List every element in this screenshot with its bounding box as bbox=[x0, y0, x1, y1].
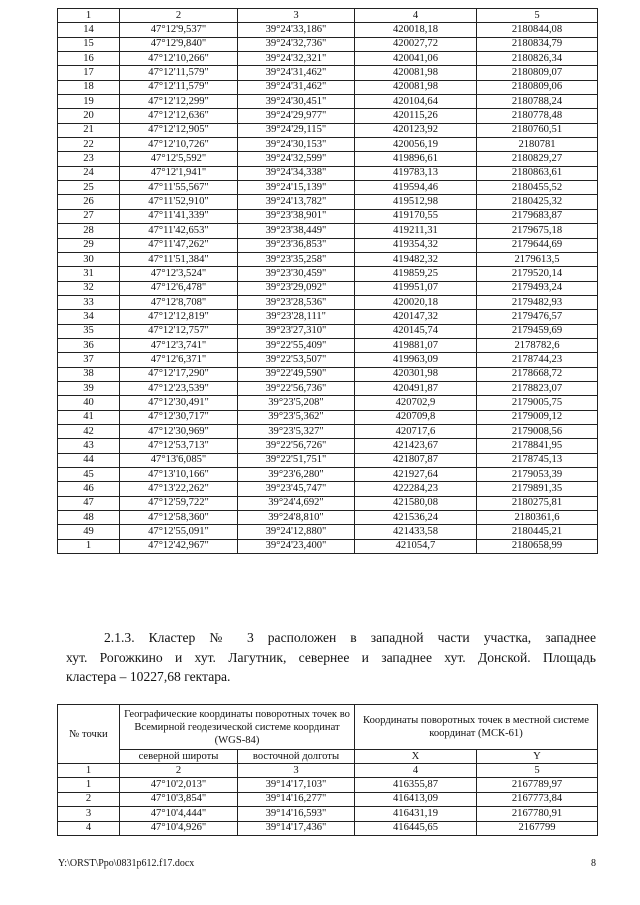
table-cell: 2178668,72 bbox=[477, 367, 598, 381]
table-cell: 2179008,56 bbox=[477, 424, 598, 438]
table-cell: 2167780,91 bbox=[477, 807, 598, 821]
table-row bbox=[58, 52, 598, 66]
table-cell: 47°10'3,854" bbox=[120, 792, 238, 806]
table-cell: 32 bbox=[58, 281, 120, 295]
table-cell: 47°13'6,085" bbox=[120, 453, 238, 467]
table-cell: 30 bbox=[58, 252, 120, 266]
table-row bbox=[58, 539, 598, 553]
table-cell: 47°12'11,579" bbox=[120, 80, 238, 94]
table-row bbox=[58, 367, 598, 381]
table-cell: 39°14'17,103" bbox=[238, 778, 355, 792]
table-cell: 39°24'30,153" bbox=[238, 138, 355, 152]
table-cell: 39°24'29,115" bbox=[238, 123, 355, 137]
table-cell: 419170,55 bbox=[355, 209, 477, 223]
table-cell: 15 bbox=[58, 37, 120, 51]
header-cell: 1 bbox=[58, 764, 120, 778]
table-cell: 29 bbox=[58, 238, 120, 252]
table-cell: 420717,6 bbox=[355, 424, 477, 438]
table-row bbox=[58, 338, 598, 352]
table-row bbox=[58, 224, 598, 238]
table-cell: 39°24'34,338" bbox=[238, 166, 355, 180]
header-cell: 3 bbox=[238, 764, 355, 778]
table-cell: 47°11'51,384" bbox=[120, 252, 238, 266]
table-row bbox=[58, 267, 598, 281]
table-numbering-row bbox=[58, 764, 598, 778]
table-cell: 47°12'12,819" bbox=[120, 310, 238, 324]
table-cell: 2167789,97 bbox=[477, 778, 598, 792]
table-cell: 1 bbox=[58, 778, 120, 792]
table-cell: 2180863,61 bbox=[477, 166, 598, 180]
table-cell: 47°12'58,360" bbox=[120, 511, 238, 525]
table-row bbox=[58, 195, 598, 209]
page-number: 8 bbox=[591, 858, 596, 869]
table-cell: 2180658,99 bbox=[477, 539, 598, 553]
table-cell: 1 bbox=[58, 539, 120, 553]
table-cell: 421423,67 bbox=[355, 439, 477, 453]
table-cell: 47°10'4,926" bbox=[120, 821, 238, 835]
table-cell: 42 bbox=[58, 424, 120, 438]
table-cell: 39°24'31,462" bbox=[238, 66, 355, 80]
coordinates-table-cluster-2 bbox=[57, 8, 598, 554]
table-cell: 2180455,52 bbox=[477, 181, 598, 195]
header-cell: 1 bbox=[58, 9, 120, 23]
table-cell: 419783,13 bbox=[355, 166, 477, 180]
table-cell: 420147,32 bbox=[355, 310, 477, 324]
table-cell: 47°12'10,726" bbox=[120, 138, 238, 152]
table-row bbox=[58, 482, 598, 496]
table-cell: 419482,32 bbox=[355, 252, 477, 266]
table-cell: 38 bbox=[58, 367, 120, 381]
table-row bbox=[58, 66, 598, 80]
table-cell: 47°12'8,708" bbox=[120, 295, 238, 309]
table-cell: 47°12'12,636" bbox=[120, 109, 238, 123]
table-cell: 41 bbox=[58, 410, 120, 424]
table-cell: 3 bbox=[58, 807, 120, 821]
table-cell: 49 bbox=[58, 525, 120, 539]
table-cell: 2180425,32 bbox=[477, 195, 598, 209]
header-cell: 5 bbox=[477, 764, 598, 778]
table-cell: 39°23'5,327" bbox=[238, 424, 355, 438]
table-header-row bbox=[58, 705, 598, 750]
table-row bbox=[58, 381, 598, 395]
table-row bbox=[58, 439, 598, 453]
table-cell: 39°22'49,590" bbox=[238, 367, 355, 381]
header-geo-coordinates: Географические координаты поворотных точек во Всемирной геодезической системе координат (WGS-84) bbox=[120, 705, 355, 750]
table-cell: 39°24'8,810" bbox=[238, 511, 355, 525]
table-cell: 421536,24 bbox=[355, 511, 477, 525]
table-cell: 2179053,39 bbox=[477, 468, 598, 482]
table-cell: 47°12'5,592" bbox=[120, 152, 238, 166]
paragraph-line: хут. Рогожкино и хут. Лагутник, севернее и западнее хут. Донской. Площадь bbox=[66, 649, 596, 665]
table-cell: 420301,98 bbox=[355, 367, 477, 381]
table-cell: 420020,18 bbox=[355, 295, 477, 309]
table-cell: 420104,64 bbox=[355, 95, 477, 109]
table-cell: 39°23'5,362" bbox=[238, 410, 355, 424]
table-cell: 48 bbox=[58, 511, 120, 525]
table-row bbox=[58, 80, 598, 94]
table-cell: 2180778,48 bbox=[477, 109, 598, 123]
table-row bbox=[58, 252, 598, 266]
table-cell: 47°12'53,713" bbox=[120, 439, 238, 453]
table-cell: 47°12'6,371" bbox=[120, 353, 238, 367]
table-cell: 36 bbox=[58, 338, 120, 352]
table-cell: 47°12'23,539" bbox=[120, 381, 238, 395]
table-cell: 47°12'10,266" bbox=[120, 52, 238, 66]
table-cell: 420145,74 bbox=[355, 324, 477, 338]
table-cell: 2179891,35 bbox=[477, 482, 598, 496]
table-numbering-row bbox=[58, 9, 598, 23]
table-row bbox=[58, 821, 598, 835]
table-cell: 419896,61 bbox=[355, 152, 477, 166]
table-cell: 19 bbox=[58, 95, 120, 109]
table-cell: 39°24'32,736" bbox=[238, 37, 355, 51]
header-local-coordinates: Координаты поворотных точек в местной системе координат (МСК-61) bbox=[355, 705, 598, 750]
table-cell: 2180826,34 bbox=[477, 52, 598, 66]
table-cell: 39°22'55,409" bbox=[238, 338, 355, 352]
header-cell: 2 bbox=[120, 9, 238, 23]
table-cell: 40 bbox=[58, 396, 120, 410]
table-cell: 18 bbox=[58, 80, 120, 94]
cluster-3-description bbox=[66, 628, 596, 687]
table-row bbox=[58, 310, 598, 324]
table-cell: 39°23'28,536" bbox=[238, 295, 355, 309]
table-cell: 47°12'12,757" bbox=[120, 324, 238, 338]
table-cell: 39°24'15,139" bbox=[238, 181, 355, 195]
header-point-number: № точки bbox=[58, 705, 120, 764]
table-cell: 420081,98 bbox=[355, 66, 477, 80]
table-cell: 39 bbox=[58, 381, 120, 395]
coordinates-table-body bbox=[58, 9, 598, 554]
header-cell: 4 bbox=[355, 764, 477, 778]
table-cell: 39°24'12,880" bbox=[238, 525, 355, 539]
table-cell: 2 bbox=[58, 792, 120, 806]
table-cell: 47°12'11,579" bbox=[120, 66, 238, 80]
table-row bbox=[58, 95, 598, 109]
header-cell: 4 bbox=[355, 9, 477, 23]
table-cell: 34 bbox=[58, 310, 120, 324]
table-cell: 2180788,24 bbox=[477, 95, 598, 109]
table-cell: 16 bbox=[58, 52, 120, 66]
table-cell: 39°14'17,436" bbox=[238, 821, 355, 835]
table-cell: 47°10'4,444" bbox=[120, 807, 238, 821]
table-cell: 39°23'6,280" bbox=[238, 468, 355, 482]
table-row bbox=[58, 396, 598, 410]
table-cell: 420123,92 bbox=[355, 123, 477, 137]
table-cell: 2179644,69 bbox=[477, 238, 598, 252]
table-row bbox=[58, 525, 598, 539]
table-cell: 39°22'56,736" bbox=[238, 381, 355, 395]
table-cell: 47°12'3,524" bbox=[120, 267, 238, 281]
header-longitude: восточной долготы bbox=[238, 750, 355, 764]
table-cell: 39°24'4,692" bbox=[238, 496, 355, 510]
table-cell: 2180275,81 bbox=[477, 496, 598, 510]
table-row bbox=[58, 324, 598, 338]
table-cell: 39°23'5,208" bbox=[238, 396, 355, 410]
table-cell: 420702,9 bbox=[355, 396, 477, 410]
table-cell: 47°12'9,840" bbox=[120, 37, 238, 51]
table-cell: 21 bbox=[58, 123, 120, 137]
table-cell: 39°14'16,277" bbox=[238, 792, 355, 806]
table-cell: 39°23'27,310" bbox=[238, 324, 355, 338]
table-cell: 416413,09 bbox=[355, 792, 477, 806]
table-cell: 2179493,24 bbox=[477, 281, 598, 295]
table-cell: 2180361,6 bbox=[477, 511, 598, 525]
table-cell: 2180445,21 bbox=[477, 525, 598, 539]
table-row bbox=[58, 23, 598, 37]
table-cell: 47°11'41,339" bbox=[120, 209, 238, 223]
table-cell: 420491,87 bbox=[355, 381, 477, 395]
table-cell: 33 bbox=[58, 295, 120, 309]
table-cell: 419512,98 bbox=[355, 195, 477, 209]
table-cell: 419951,07 bbox=[355, 281, 477, 295]
table-row bbox=[58, 410, 598, 424]
table-cell: 47°10'2,013" bbox=[120, 778, 238, 792]
table-cell: 39°24'32,599" bbox=[238, 152, 355, 166]
table-cell: 47°11'42,653" bbox=[120, 224, 238, 238]
table-cell: 2179482,93 bbox=[477, 295, 598, 309]
table-cell: 47°12'6,478" bbox=[120, 281, 238, 295]
table-cell: 39°24'23,400" bbox=[238, 539, 355, 553]
table-row bbox=[58, 209, 598, 223]
table-cell: 47°11'47,262" bbox=[120, 238, 238, 252]
table-cell: 2179613,5 bbox=[477, 252, 598, 266]
table-cell: 39°23'29,092" bbox=[238, 281, 355, 295]
table-cell: 47°12'30,491" bbox=[120, 396, 238, 410]
table-cell: 2167799 bbox=[477, 821, 598, 835]
table-cell: 44 bbox=[58, 453, 120, 467]
table-cell: 420018,18 bbox=[355, 23, 477, 37]
table-cell: 39°24'32,321" bbox=[238, 52, 355, 66]
table-cell: 17 bbox=[58, 66, 120, 80]
table-row bbox=[58, 281, 598, 295]
table-row bbox=[58, 353, 598, 367]
table-cell: 39°23'30,459" bbox=[238, 267, 355, 281]
table-cell: 39°23'35,258" bbox=[238, 252, 355, 266]
table-cell: 2179459,69 bbox=[477, 324, 598, 338]
table-cell: 31 bbox=[58, 267, 120, 281]
table-cell: 2178782,6 bbox=[477, 338, 598, 352]
table-cell: 420081,98 bbox=[355, 80, 477, 94]
table-cell: 25 bbox=[58, 181, 120, 195]
table-cell: 47°12'42,967" bbox=[120, 539, 238, 553]
table-cell: 420027,72 bbox=[355, 37, 477, 51]
table-cell: 39°23'36,853" bbox=[238, 238, 355, 252]
table-row bbox=[58, 807, 598, 821]
table-cell: 47°12'55,091" bbox=[120, 525, 238, 539]
table-cell: 47°12'17,290" bbox=[120, 367, 238, 381]
table-cell: 39°22'51,751" bbox=[238, 453, 355, 467]
table-subheader-row bbox=[58, 750, 598, 764]
table-cell: 2180834,79 bbox=[477, 37, 598, 51]
table-row bbox=[58, 496, 598, 510]
table-cell: 46 bbox=[58, 482, 120, 496]
table-cell: 2178841,95 bbox=[477, 439, 598, 453]
table-cell: 39°24'30,451" bbox=[238, 95, 355, 109]
table-cell: 2179520,14 bbox=[477, 267, 598, 281]
table-cell: 47°13'22,262" bbox=[120, 482, 238, 496]
table-cell: 43 bbox=[58, 439, 120, 453]
table-cell: 2180829,27 bbox=[477, 152, 598, 166]
table-cell: 4 bbox=[58, 821, 120, 835]
table-cell: 2180760,51 bbox=[477, 123, 598, 137]
table-cell: 421433,58 bbox=[355, 525, 477, 539]
table-row bbox=[58, 123, 598, 137]
table-row bbox=[58, 453, 598, 467]
table-cell: 2180809,07 bbox=[477, 66, 598, 80]
table-cell: 47°12'3,741" bbox=[120, 338, 238, 352]
header-cell: 3 bbox=[238, 9, 355, 23]
table-row bbox=[58, 424, 598, 438]
table-cell: 419963,09 bbox=[355, 353, 477, 367]
table-cell: 27 bbox=[58, 209, 120, 223]
table-cell: 419859,25 bbox=[355, 267, 477, 281]
table-cell: 419881,07 bbox=[355, 338, 477, 352]
table-cell: 2179675,18 bbox=[477, 224, 598, 238]
table-cell: 2179005,75 bbox=[477, 396, 598, 410]
table-cell: 2179476,57 bbox=[477, 310, 598, 324]
table-cell: 22 bbox=[58, 138, 120, 152]
header-x: X bbox=[355, 750, 477, 764]
table-row bbox=[58, 166, 598, 180]
table-cell: 39°23'38,449" bbox=[238, 224, 355, 238]
table-cell: 47°12'9,537" bbox=[120, 23, 238, 37]
table-row bbox=[58, 109, 598, 123]
table-row bbox=[58, 238, 598, 252]
coordinates-table-body bbox=[58, 705, 598, 836]
table-cell: 421580,08 bbox=[355, 496, 477, 510]
header-cell: 5 bbox=[477, 9, 598, 23]
table-cell: 47°11'52,910" bbox=[120, 195, 238, 209]
table-cell: 419354,32 bbox=[355, 238, 477, 252]
table-cell: 2179009,12 bbox=[477, 410, 598, 424]
table-cell: 39°24'13,782" bbox=[238, 195, 355, 209]
table-cell: 47°13'10,166" bbox=[120, 468, 238, 482]
table-cell: 2178823,07 bbox=[477, 381, 598, 395]
table-cell: 2179683,87 bbox=[477, 209, 598, 223]
table-cell: 47°12'59,722" bbox=[120, 496, 238, 510]
table-cell: 421807,87 bbox=[355, 453, 477, 467]
table-cell: 419211,31 bbox=[355, 224, 477, 238]
table-row bbox=[58, 181, 598, 195]
coordinates-table-cluster-3 bbox=[57, 704, 598, 836]
table-row bbox=[58, 152, 598, 166]
table-row bbox=[58, 778, 598, 792]
table-cell: 421927,64 bbox=[355, 468, 477, 482]
table-cell: 420041,06 bbox=[355, 52, 477, 66]
table-cell: 47 bbox=[58, 496, 120, 510]
table-cell: 420115,26 bbox=[355, 109, 477, 123]
table-cell: 37 bbox=[58, 353, 120, 367]
table-cell: 45 bbox=[58, 468, 120, 482]
table-cell: 47°12'1,941" bbox=[120, 166, 238, 180]
table-cell: 39°24'29,977" bbox=[238, 109, 355, 123]
table-cell: 2178745,13 bbox=[477, 453, 598, 467]
table-cell: 39°24'33,186" bbox=[238, 23, 355, 37]
table-row bbox=[58, 295, 598, 309]
table-cell: 47°12'30,717" bbox=[120, 410, 238, 424]
table-cell: 39°23'38,901" bbox=[238, 209, 355, 223]
table-cell: 39°23'28,111" bbox=[238, 310, 355, 324]
table-cell: 416445,65 bbox=[355, 821, 477, 835]
table-cell: 20 bbox=[58, 109, 120, 123]
table-cell: 26 bbox=[58, 195, 120, 209]
table-cell: 39°22'56,726" bbox=[238, 439, 355, 453]
table-cell: 28 bbox=[58, 224, 120, 238]
table-cell: 39°23'45,747" bbox=[238, 482, 355, 496]
table-row bbox=[58, 138, 598, 152]
table-cell: 2180809,06 bbox=[477, 80, 598, 94]
table-cell: 39°22'53,507" bbox=[238, 353, 355, 367]
table-cell: 47°11'55,567" bbox=[120, 181, 238, 195]
table-cell: 47°12'12,905" bbox=[120, 123, 238, 137]
table-cell: 14 bbox=[58, 23, 120, 37]
header-cell: 2 bbox=[120, 764, 238, 778]
table-cell: 416431,19 bbox=[355, 807, 477, 821]
table-cell: 422284,23 bbox=[355, 482, 477, 496]
table-row bbox=[58, 511, 598, 525]
table-cell: 421054,7 bbox=[355, 539, 477, 553]
table-row bbox=[58, 37, 598, 51]
table-cell: 419594,46 bbox=[355, 181, 477, 195]
table-cell: 2178744,23 bbox=[477, 353, 598, 367]
table-cell: 47°12'30,969" bbox=[120, 424, 238, 438]
table-cell: 2167773,84 bbox=[477, 792, 598, 806]
table-cell: 35 bbox=[58, 324, 120, 338]
table-cell: 47°12'12,299" bbox=[120, 95, 238, 109]
document-file-path: Y:\ORST\Ppo\0831p612.f17.docx bbox=[58, 858, 195, 869]
table-row bbox=[58, 792, 598, 806]
table-cell: 416355,87 bbox=[355, 778, 477, 792]
table-cell: 24 bbox=[58, 166, 120, 180]
table-cell: 23 bbox=[58, 152, 120, 166]
table-row bbox=[58, 468, 598, 482]
table-cell: 420709,8 bbox=[355, 410, 477, 424]
header-y: Y bbox=[477, 750, 598, 764]
table-cell: 39°24'31,462" bbox=[238, 80, 355, 94]
table-cell: 420056,19 bbox=[355, 138, 477, 152]
paragraph-line: кластера – 10227,68 гектара. bbox=[66, 669, 231, 684]
header-latitude: северной широты bbox=[120, 750, 238, 764]
paragraph-line: 2.1.3. Кластер № 3 расположен в западной части участка, западнее bbox=[104, 630, 596, 645]
table-cell: 2180844,08 bbox=[477, 23, 598, 37]
table-cell: 39°14'16,593" bbox=[238, 807, 355, 821]
table-cell: 2180781 bbox=[477, 138, 598, 152]
